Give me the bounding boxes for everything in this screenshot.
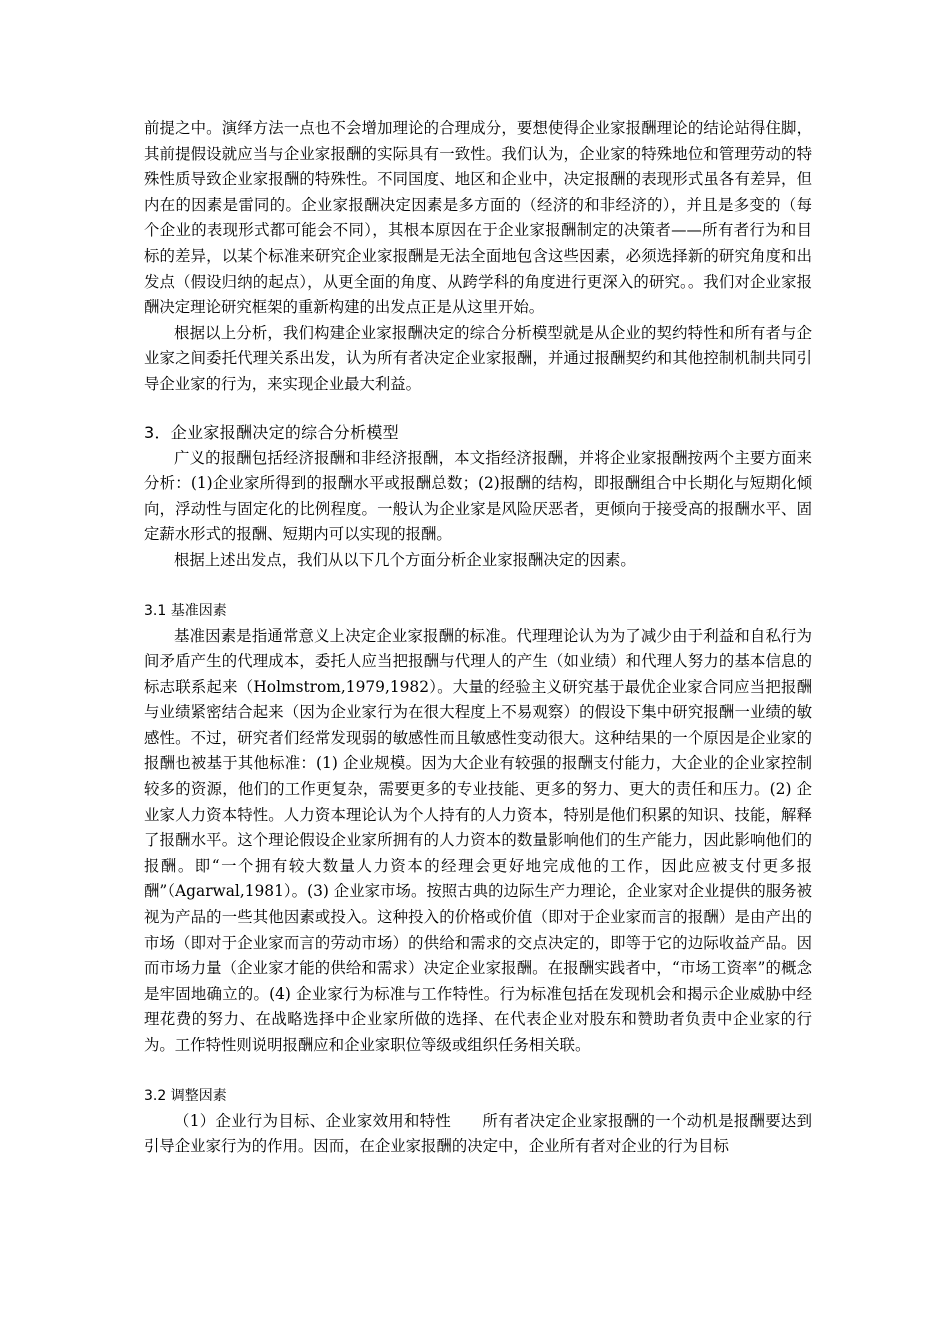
body-paragraph: 基准因素是指通常意义上决定企业家报酬的标准。代理理论认为为了减少由于利益和自私行为间矛盾产生的代理成本，委托人应当把报酬与代理人的产生（如业绩）和代理人努力的基本信息的标志联系起来（Holmstrom,1979,1982）。大量的经验主义研究基于最优企业家合同应当把报酬与业绩紧密结合起来（因为企业家行为在很大程度上不易观察）的假设下集中研究报酬一业绩的敏感性。不过，研究者们经常发现弱的敏感性而且敏感性变动很大。这种结果的一个原因是企业家的报酬也被基于其他标准：(1) 企业规模。因为大企业有较强的报酬支付能力，大企业的企业家控制较多的资源，他们的工作更复杂，需要更多的专业技能、更多的努力、更大的责任和压力。(2) 企业家人力资本特性。人力资本理论认为个人持有的人力资本，特别是他们积累的知识、技能，解释了报酬水平。这个理论假设企业家所拥有的人力资本的数量影响他们的生产能力，因此影响他们的报酬。即“一个拥有较大数量人力资本的经理会更好地完成他的工作，因此应被支付更多报酬”（Agarwal,1981）。(3) 企业家市场。按照古典的边际生产力理论，企业家对企业提供的服务被视为产品的一些其他因素或投入。这种投入的价格或价值（即对于企业家而言的报酬）是由产出的市场（即对于企业家而言的劳动市场）的供给和需求的交点决定的，即等于它的边际收益产品。因而市场力量（企业家才能的供给和需求）决定企业家报酬。在报酬实践者中，“市场工资率”的概念是牢固地确立的。(4) 企业家行为标准与工作特性。行为标准包括在发现机会和揭示企业威胁中经理花费的努力、在战略选择中企业家所做的选择、在代表企业对股东和赞助者负责中企业家的行为。工作特性则说明报酬应和企业家职位等级或组织任务相关联。 <box>144 626 812 1054</box>
body-paragraph: 前提之中。演绎方法一点也不会增加理论的合理成分，要想使得企业家报酬理论的结论站得住脚，其前提假设就应当与企业家报酬的实际具有一致性。我们认为，企业家的特殊地位和管理劳动的特殊性质导致企业家报酬的特殊性。不同国度、地区和企业中，决定报酬的表现形式虽各有差异，但内在的因素是雷同的。企业家报酬决定因素是多方面的（经济的和非经济的），并且是多变的（每个企业的表现形式都可能会不同），其根本原因在于企业家报酬制定的决策者——所有者行为和目标的差异，以某个标准来研究企业家报酬是无法全面地包含这些因素，必须选择新的研究角度和出发点（假设归纳的起点），从更全面的角度、从跨学科的角度进行更深入的研究。。我们对企业家报酬决定理论研究框架的重新构建的出发点正是从这里开始。 <box>144 119 812 317</box>
subsection-heading: 3.1 基准因素 <box>144 602 227 619</box>
body-paragraph: 广义的报酬包括经济报酬和非经济报酬，本文指经济报酬，并将企业家报酬按两个主要方面来分析：(1)企业家所得到的报酬水平或报酬总数；(2)报酬的结构，即报酬组合中长期化与短期化倾向，浮动性与固定化的比例程度。一般认为企业家是风险厌恶者，更倾向于接受高的报酬水平、固定薪水形式的报酬、短期内可以实现的报酬。 <box>144 448 812 544</box>
body-paragraph: 根据以上分析，我们构建企业家报酬决定的综合分析模型就是从企业的契约特性和所有者与企业家之间委托代理关系出发，认为所有者决定企业家报酬，并通过报酬契约和其他控制机制共同引导企业家的行为，来实现企业最大利益。 <box>144 323 812 393</box>
subsection-heading: 3.2 调整因素 <box>144 1087 227 1104</box>
body-paragraph: 根据上述出发点，我们从以下几个方面分析企业家报酬决定的因素。 <box>174 550 636 569</box>
document-page <box>144 116 812 1160</box>
section-heading: 3．企业家报酬决定的综合分析模型 <box>144 422 399 442</box>
body-paragraph: （1）企业行为目标、企业家效用和特性 所有者决定企业家报酬的一个动机是报酬要达到引导企业家行为的作用。因而，在企业家报酬的决定中，企业所有者对企业的行为目标 <box>144 1111 812 1156</box>
